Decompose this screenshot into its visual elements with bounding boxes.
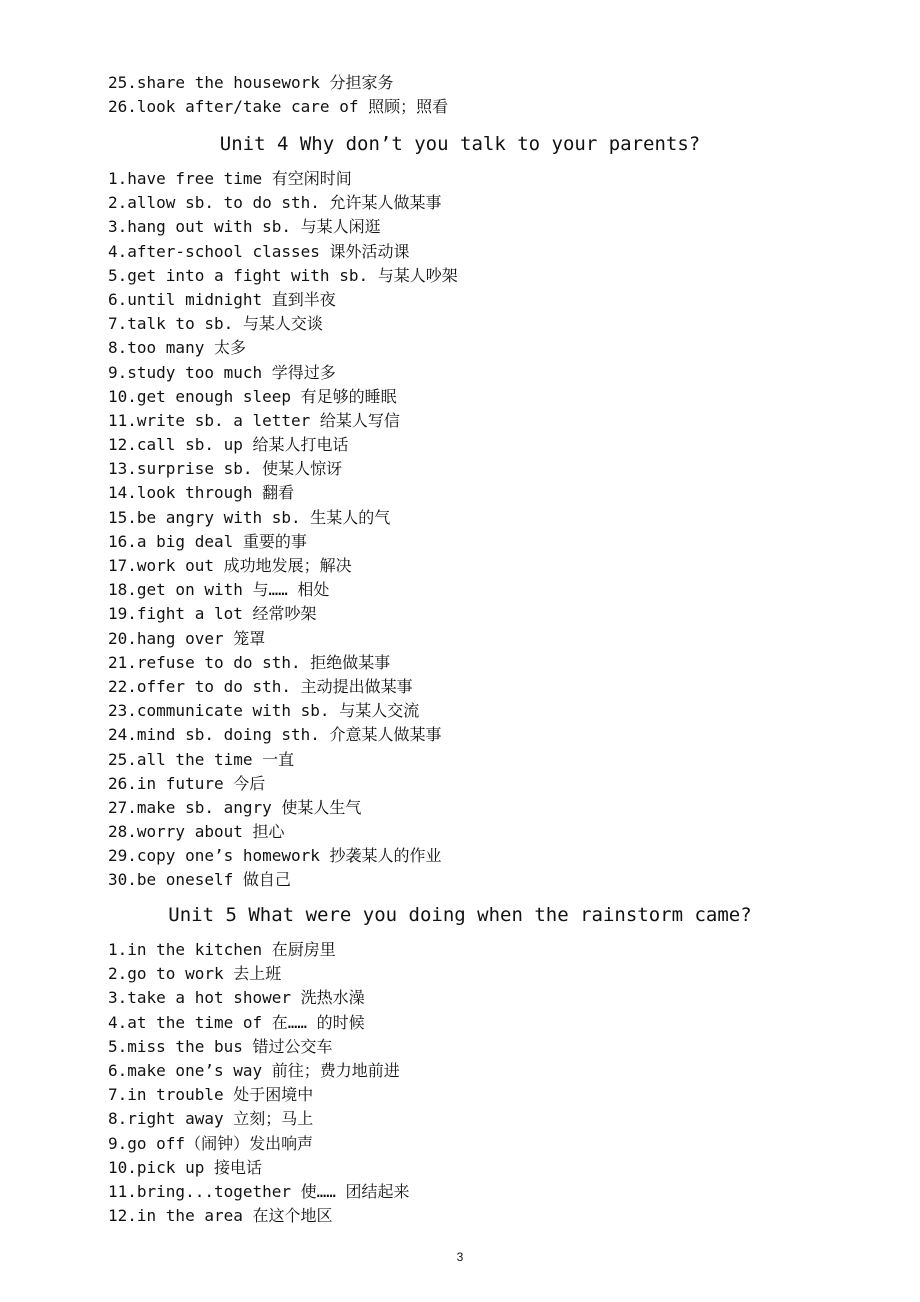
- list-item: 14.look through 翻看: [108, 483, 295, 503]
- list-item: 11.bring...together 使…… 团结起来: [108, 1181, 410, 1201]
- unit4-heading: Unit 4 Why don’t you talk to your parents?: [219, 133, 701, 155]
- list-item: 30.be oneself 做自己: [108, 870, 291, 890]
- list-item: 29.copy one’s homework 抄袭某人的作业: [108, 846, 442, 866]
- list-item: 6.make one’s way 前往；费力地前进: [108, 1060, 400, 1080]
- list-item: 20.hang over 笼罩: [108, 628, 266, 648]
- continued-phrase-list: [108, 71, 868, 119]
- list-item: 12.call sb. up 给某人打电话: [108, 435, 349, 455]
- list-item: 6.until midnight 直到半夜: [108, 289, 336, 309]
- list-item: 11.write sb. a letter 给某人写信: [108, 410, 400, 430]
- list-item: 3.hang out with sb. 与某人闲逛: [108, 217, 381, 237]
- list-item: 13.surprise sb. 使某人惊讶: [108, 459, 343, 479]
- list-item: 25.all the time 一直: [108, 749, 295, 769]
- list-item: 28.worry about 担心: [108, 822, 285, 842]
- list-item: 2.go to work 去上班: [108, 964, 282, 984]
- list-item: 4.at the time of 在…… 的时候: [108, 1012, 365, 1032]
- list-item: 2.allow sb. to do sth. 允许某人做某事: [108, 193, 442, 213]
- list-item: 16.a big deal 重要的事: [108, 531, 307, 551]
- list-item: 8.too many 太多: [108, 338, 246, 358]
- list-item: 26.in future 今后: [108, 773, 266, 793]
- unit5-phrase-list: [108, 938, 868, 1228]
- list-item: 26.look after/take care of 照顾；照看: [108, 97, 449, 117]
- list-item: 8.right away 立刻；马上: [108, 1109, 314, 1129]
- list-item: 7.in trouble 处于困境中: [108, 1085, 314, 1105]
- list-item: 1.in the kitchen 在厨房里: [108, 940, 336, 959]
- list-item: 4.after-school classes 课外活动课: [108, 241, 410, 261]
- list-item: 10.pick up 接电话: [108, 1157, 262, 1177]
- list-item: 5.get into a fight with sb. 与某人吵架: [108, 265, 458, 285]
- unit4-phrase-list: [108, 167, 868, 893]
- list-item: 22.offer to do sth. 主动提出做某事: [108, 676, 413, 696]
- list-item: 19.fight a lot 经常吵架: [108, 604, 317, 624]
- list-item: 17.work out 成功地发展；解决: [108, 556, 352, 575]
- list-item: 18.get on with 与…… 相处: [108, 580, 330, 600]
- page-number: 3: [456, 1250, 464, 1264]
- list-item: 21.refuse to do sth. 拒绝做某事: [108, 652, 391, 672]
- list-item: 7.talk to sb. 与某人交谈: [108, 314, 323, 334]
- list-item: 9.go off（闹钟）发出响声: [108, 1133, 314, 1153]
- list-item: 25.share the housework 分担家务: [108, 73, 394, 92]
- list-item: 27.make sb. angry 使某人生气: [108, 797, 362, 817]
- list-item: 23.communicate with sb. 与某人交流: [108, 701, 420, 721]
- list-item: 1.have free time 有空闲时间: [108, 169, 352, 188]
- list-item: 10.get enough sleep 有足够的睡眠: [108, 386, 397, 406]
- list-item: 9.study too much 学得过多: [108, 362, 336, 382]
- list-item: 5.miss the bus 错过公交车: [108, 1036, 333, 1056]
- list-item: 15.be angry with sb. 生某人的气: [108, 507, 391, 527]
- list-item: 24.mind sb. doing sth. 介意某人做某事: [108, 725, 442, 745]
- list-item: 12.in the area 在这个地区: [108, 1206, 333, 1226]
- list-item: 3.take a hot shower 洗热水澡: [108, 988, 365, 1008]
- unit5-heading: Unit 5 What were you doing when the rainstorm came?: [168, 904, 752, 926]
